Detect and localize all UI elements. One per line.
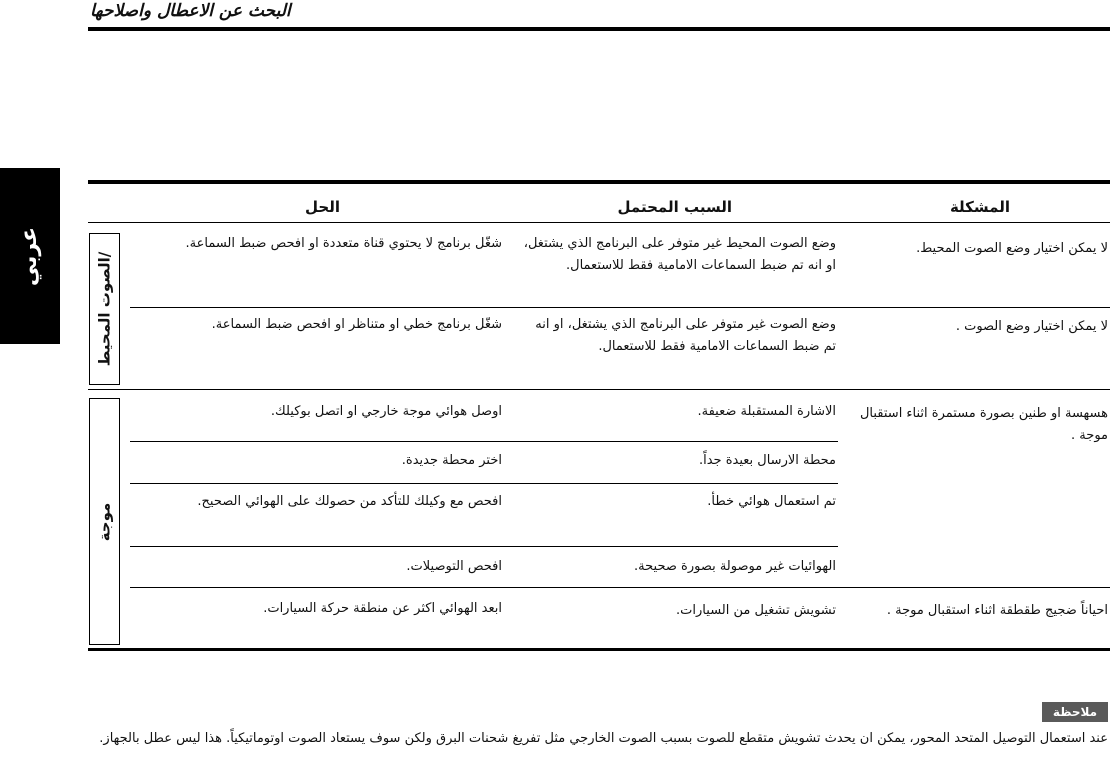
row-divider xyxy=(130,441,838,442)
row4-solution: اختر محطة جديدة. xyxy=(401,453,502,468)
row4-cause: محطة الارسال بعيدة جداً. xyxy=(698,453,836,468)
category-wave xyxy=(89,398,120,645)
row-divider xyxy=(130,587,1110,588)
section-divider xyxy=(88,389,1110,390)
row5-cause: تم استعمال هوائي خطأ. xyxy=(707,494,836,509)
row1-cause: وضع الصوت المحيط غير متوفر على البرنامج الذي يشتغل، او انه تم ضبط السماعات الامامية فقط للاستعمال. xyxy=(523,236,836,273)
row3-cause: الاشارة المستقبلة ضعيفة. xyxy=(697,404,836,419)
category-wave-label: موجة xyxy=(95,502,114,541)
language-side-tab xyxy=(0,168,60,344)
row7-problem: احياناً ضجيج طقطقة اثناء استقبال موجة . xyxy=(886,603,1108,618)
header-rule xyxy=(88,27,1110,31)
column-header-cause: السبب المحتمل xyxy=(617,198,732,216)
language-tab-label: عربي xyxy=(17,226,43,286)
row3-problem: هسهسة او طنين بصورة مستمرة اثناء استقبال موجة . xyxy=(859,406,1108,443)
row-divider xyxy=(130,307,1110,308)
page-header-title: البحث عن الاعطال واصلاحها xyxy=(90,1,291,21)
category-surround-label: الصوت المحيط/ xyxy=(95,251,114,367)
note-badge: ملاحظة xyxy=(1042,702,1108,722)
row6-solution: افحص التوصيلات. xyxy=(406,559,502,574)
column-header-solution: الحل xyxy=(305,198,340,216)
row-divider xyxy=(130,483,838,484)
note-text: عند استعمال التوصيل المتحد المحور، يمكن ان يحدث تشويش متقطع للصوت بسبب الصوت الخارجي مثل تفريغ شحنات البرق ولكن سوف يستعاد الصوت اوتوماتيكياً. هذا ليس عطل بالجهاز. xyxy=(99,731,1108,746)
row7-solution: ابعد الهوائي اكثر عن منطقة حركة السيارات. xyxy=(263,601,502,616)
table-top-rule xyxy=(88,180,1110,184)
table-header-rule xyxy=(88,222,1110,223)
column-header-problem: المشكلة xyxy=(949,198,1010,216)
row-divider xyxy=(130,546,838,547)
row7-cause: تشويش تشغيل من السيارات. xyxy=(676,603,836,618)
row6-cause: الهوائيات غير موصولة بصورة صحيحة. xyxy=(634,559,836,574)
category-surround xyxy=(89,233,120,385)
row2-cause: وضع الصوت غير متوفر على البرنامج الذي يشتغل، او انه تم ضبط السماعات الامامية فقط للاستعمال. xyxy=(535,317,836,354)
row1-problem: لا يمكن اختيار وضع الصوت المحيط. xyxy=(916,241,1108,256)
row2-problem: لا يمكن اختيار وضع الصوت . xyxy=(955,319,1108,334)
row1-solution: شغّل برنامج لا يحتوي قناة متعددة او افحص ضبط السماعة. xyxy=(185,236,502,251)
row5-solution: افحص مع وكيلك للتأكد من حصولك على الهوائي الصحيح. xyxy=(197,494,502,509)
row3-solution: اوصل هوائي موجة خارجي او اتصل بوكيلك. xyxy=(270,404,502,419)
table-bottom-rule xyxy=(88,648,1110,651)
row2-solution: شغّل برنامج خطي او متناظر او افحص ضبط السماعة. xyxy=(211,317,502,332)
